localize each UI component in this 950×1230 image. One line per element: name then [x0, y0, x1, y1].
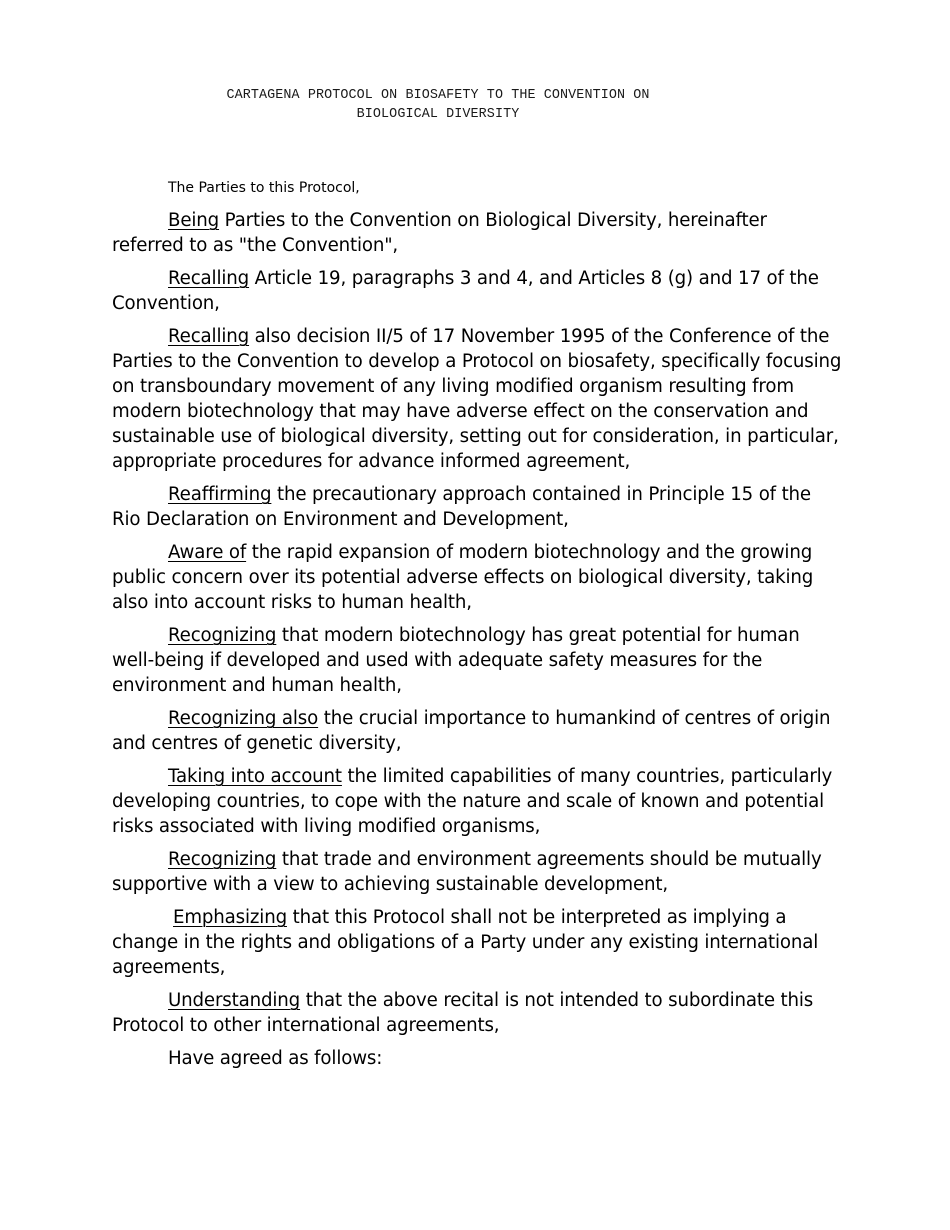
preamble-paragraph	[112, 482, 842, 532]
paragraph-lead: Recognizing	[168, 625, 277, 646]
paragraph-lead: Recalling	[168, 268, 250, 289]
preamble-paragraph	[112, 764, 842, 839]
paragraph-text: Article 19, paragraphs 3 and 4, and Articles 8 (g) and 17 of the Convention,	[112, 268, 819, 314]
document-title	[150, 86, 726, 124]
paragraph-lead: Emphasizing	[173, 907, 287, 928]
paragraph-text: that trade and environment agreements should be mutually supportive with a view to achieving sustainable development,	[112, 849, 822, 895]
preamble-paragraph	[112, 706, 842, 756]
preamble-paragraph	[112, 208, 842, 258]
paragraph-text: that the above recital is not intended to subordinate this Protocol to other international agreements,	[112, 990, 814, 1036]
paragraph-text: the rapid expansion of modern biotechnology and the growing public concern over its potential adverse effects on biological diversity, taking also into account risks to human health,	[112, 542, 814, 613]
paragraph-text: that modern biotechnology has great potential for human well-being if developed and used with adequate safety measures for the environment and human health,	[112, 625, 800, 696]
paragraph-lead: Recalling	[168, 326, 250, 347]
paragraph-text: that this Protocol shall not be interpreted as implying a change in the rights and obligations of a Party under any existing international agreements,	[112, 907, 819, 978]
paragraph-text: the limited capabilities of many countries, particularly developing countries, to cope with the nature and scale of known and potential risks associated with living modified organisms,	[112, 766, 833, 837]
preamble-paragraph	[112, 266, 842, 316]
paragraph-text: the crucial importance to humankind of centres of origin and centres of genetic diversity,	[112, 708, 831, 754]
paragraph-lead: Understanding	[168, 990, 301, 1011]
paragraph-text: the precautionary approach contained in Principle 15 of the Rio Declaration on Environment and Development,	[112, 484, 811, 530]
preamble-paragraph	[112, 623, 842, 698]
paragraph-lead: Aware of	[168, 542, 247, 563]
paragraph-text: Parties to the Convention on Biological Diversity, hereinafter referred to as "the Convention",	[112, 210, 767, 256]
paragraph-lead: Recognizing also	[168, 708, 319, 729]
title-line-1: CARTAGENA PROTOCOL ON BIOSAFETY TO THE CONVENTION ON	[226, 88, 650, 103]
preamble-paragraph	[112, 324, 842, 474]
paragraph-lead: Recognizing	[168, 849, 277, 870]
paragraph-text: also decision II/5 of 17 November 1995 of the Conference of the Parties to the Convention to develop a Protocol on biosafety, specifically focusing on transboundary movement of any living modified organism resulting from modern biotechnology that may have adverse effect on the conservation and sustainable use of biological diversity, setting out for consideration, in particular, appropriate procedures for advance informed agreement,	[112, 326, 842, 472]
preamble-paragraph	[112, 540, 842, 615]
paragraph-lead: Being	[168, 210, 220, 231]
preamble-paragraph	[112, 988, 842, 1038]
paragraph-lead: Taking into account	[168, 766, 342, 787]
closing-line: Have agreed as follows:	[168, 1048, 383, 1069]
parties-line: The Parties to this Protocol,	[168, 180, 360, 196]
preamble	[112, 208, 842, 1079]
preamble-paragraph	[112, 847, 842, 897]
title-line-2: BIOLOGICAL DIVERSITY	[356, 107, 520, 122]
paragraph-lead: Reaffirming	[168, 484, 272, 505]
preamble-paragraph	[112, 905, 842, 980]
